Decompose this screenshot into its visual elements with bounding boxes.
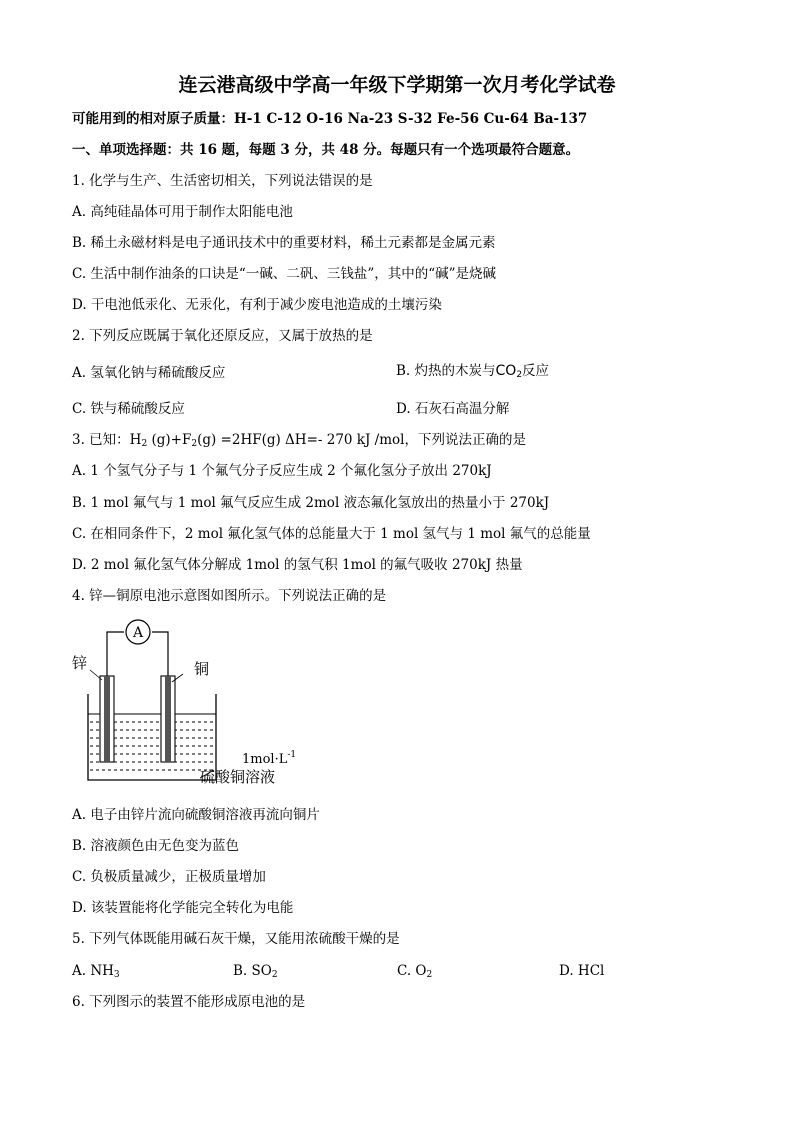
question-2-stem: 2. 下列反应既属于氧化还原反应，又属于放热的是 [72, 328, 373, 344]
co2-subscript: 2 [516, 370, 523, 380]
question-5-stem: 5. 下列气体既能用碱石灰干燥，又能用浓硫酸干燥的是 [72, 931, 400, 947]
question-5-option-c [397, 962, 432, 980]
zinc-copper-cell-diagram [66, 614, 316, 794]
section-heading: 一、单项选择题：共 16 题，每题 3 分，共 48 分。每题只有一个选项最符合题意。 [72, 142, 580, 158]
question-1-option-a: A. 高纯硅晶体可用于制作太阳能电池 [72, 204, 293, 220]
question-5-option-d: D. HCl [559, 963, 605, 979]
question-2-option-a: A. 氢氧化钠与稀硫酸反应 [72, 365, 226, 381]
conc-superscript: -1 [287, 750, 297, 760]
subscript: 3 [113, 970, 120, 980]
question-2-option-c: C. 铁与稀硫酸反应 [72, 401, 185, 417]
question-1-stem: 1. 化学与生产、生活密切相关，下列说法错误的是 [72, 173, 373, 189]
question-5-option-b [233, 962, 278, 980]
h2-subscript: 2 [141, 439, 148, 449]
option-text: C. O [397, 963, 427, 979]
option-text: B. SO [233, 963, 272, 979]
question-4-option-d: D. 该装置能将化学能完全转化为电能 [72, 900, 294, 916]
option-text: A. NH [72, 963, 114, 979]
stem-part: (g)+F [147, 432, 192, 448]
question-5-option-a [72, 962, 120, 980]
question-2-option-d: D. 石灰石高温分解 [396, 401, 510, 417]
question-3-option-b: B. 1 mol 氟气与 1 mol 氟气反应生成 2mol 液态氟化氢放出的热量小于 270kJ [72, 495, 550, 511]
stem-part: 3. 已知：H [72, 432, 142, 448]
question-1-option-c: C. 生活中制作油条的口诀是“一碱、二矾、三钱盐”，其中的“碱”是烧碱 [72, 266, 497, 282]
option-b-suffix: 反应 [522, 363, 550, 379]
conc-text: 1mol·L [242, 752, 288, 767]
question-3-stem [72, 431, 526, 449]
stem-part: (g) =2HF(g) ΔH=- 270 kJ /mol，下列说法正确的是 [197, 432, 526, 448]
question-3-option-c: C. 在相同条件下，2 mol 氟化氢气体的总能量大于 1 mol 氢气与 1 mol 氟气的总能量 [72, 526, 591, 542]
solution-label: 硫酸铜溶液 [200, 768, 276, 786]
co2-formula [496, 363, 523, 379]
question-4-option-c: C. 负极质量减少，正极质量增加 [72, 869, 266, 885]
atomic-mass-line: 可能用到的相对原子质量：H-1 C-12 O-16 Na-23 S-32 Fe-56 Cu-64 Ba-137 [72, 111, 588, 127]
question-6-stem: 6. 下列图示的装置不能形成原电池的是 [72, 994, 306, 1010]
option-b-text: B. 灼热的木炭与 [396, 363, 496, 379]
question-1-option-b: B. 稀土永磁材料是电子通讯技术中的重要材料，稀土元素都是金属元素 [72, 235, 496, 251]
subscript: 2 [271, 970, 278, 980]
copper-label: 铜 [194, 660, 210, 678]
question-4-stem: 4. 锌—铜原电池示意图如图所示。下列说法正确的是 [72, 588, 387, 604]
question-1-option-d: D. 干电池低汞化、无汞化，有利于减少废电池造成的土壤污染 [72, 297, 442, 313]
page-title: 连云港高级中学高一年级下学期第一次月考化学试卷 [178, 74, 616, 96]
concentration-label [242, 750, 296, 767]
ammeter-label: A [132, 625, 144, 641]
question-4-option-b: B. 溶液颜色由无色变为蓝色 [72, 838, 240, 854]
zinc-label: 锌 [72, 654, 88, 672]
question-4-option-a: A. 电子由锌片流向硫酸铜溶液再流向铜片 [72, 807, 320, 823]
f2-subscript: 2 [191, 439, 198, 449]
question-3-option-d: D. 2 mol 氟化氢气体分解成 1mol 的氢气积 1mol 的氟气吸收 270kJ 热量 [72, 557, 523, 573]
question-3-option-a: A. 1 个氢气分子与 1 个氟气分子反应生成 2 个氟化氢分子放出 270kJ [72, 463, 492, 479]
subscript: 2 [426, 970, 433, 980]
question-2-option-b [396, 362, 549, 380]
co-text: CO [495, 363, 517, 379]
